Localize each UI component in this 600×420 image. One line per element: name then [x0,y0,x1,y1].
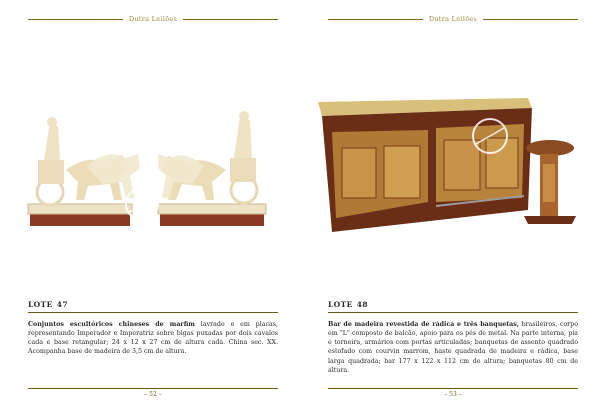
lot-number: 48 [356,300,368,309]
header-rule-left [28,19,123,20]
lot-label: LOTE [328,300,353,309]
header-brand: Dutra Leilões [428,15,478,23]
page-number-53: – 53 – [328,388,578,403]
lot-47-description-bold: Conjuntos escultóricos chineses de marfim [28,321,195,328]
header-rule-right [483,19,578,20]
lot-48-description-bold: Bar de madeira revestida de rádica e três banquetas, [328,321,520,328]
header-rule-left [328,19,423,20]
ivory-chariots-image [26,100,276,240]
lot-number: 47 [56,300,68,309]
page-header [328,12,578,26]
lot-47-title [28,300,278,313]
lot-47-description-text: lavrado e em placas, representando Imperador e Imperatriz sobre bigas puxadas por dois cavalos cada e base retangular; 24 x 12 x 27 cm de altura cada. China sec. XX. Acompanha base de madeira de 3,5 cm de altura. [28,321,278,356]
header-rule-right [183,19,278,20]
wooden-bar-image [318,92,580,242]
lot-48-block [328,300,578,375]
lot-48-description [328,320,578,375]
lot-47-block [28,300,278,357]
header-brand: Dutra Leilões [128,15,178,23]
lot-48-title [328,300,578,313]
page-number-52: – 52 – [28,388,278,403]
lot-label: LOTE [28,300,53,309]
lot-47-description [28,320,278,357]
right-page [300,0,600,420]
page-header [28,12,278,26]
lot-48-description-text: brasileiros, corpo em "L" composto de balcão, apoio para os pés de metal. Na parte interna, pia e torneira, armários com portas articuladas; banquetas de assento quadrado estofado com courvin marrom, haste quadrada de madeira e rádica, base larga quadrada; bar 177 x 122 x 112 cm de altura; banquetas 80 cm de altura. [328,321,578,374]
lot-47-photo [26,100,276,240]
lot-48-photo [318,92,580,242]
